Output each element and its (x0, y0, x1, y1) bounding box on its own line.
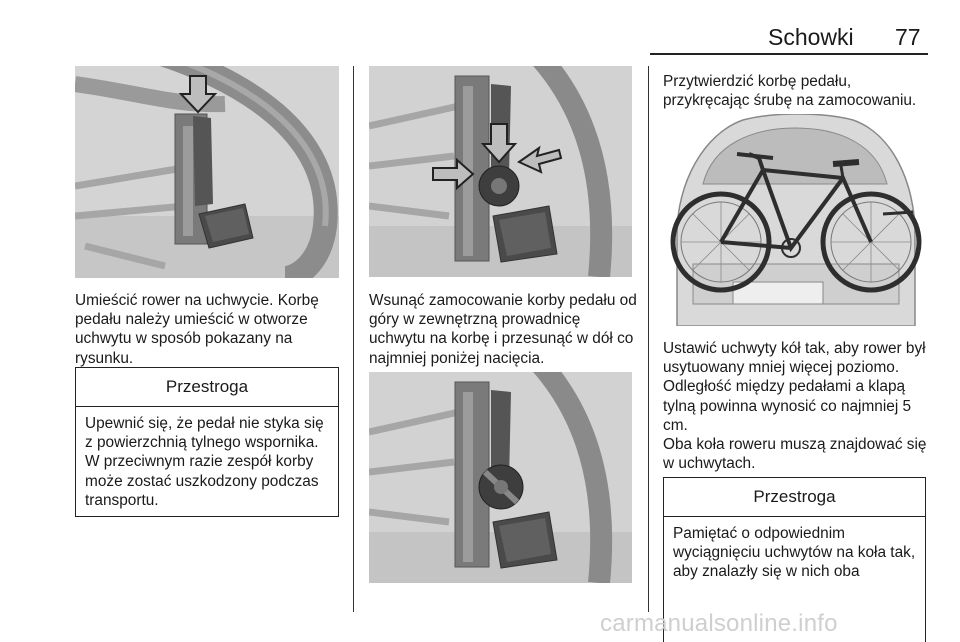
caution-title: Przestroga (664, 478, 925, 517)
caution-title: Przestroga (76, 368, 338, 407)
instruction-paragraph: Wsunąć zamocowanie korby pedału od góry w zewnętrzną prowadnicę uchwytu na korbę i przesunąć w dół co najmniej poniżej nacięcia. (369, 292, 637, 367)
instruction-paragraph: Ustawić uchwyty kół tak, aby rower był usytuowany mniej więcej poziomo. Odległość między pedałami a klapą tylną powinna wynosić co najmniej 5 cm. (663, 340, 926, 434)
caution-box (75, 367, 339, 517)
header-rule (650, 53, 928, 55)
page-number: 77 (895, 24, 921, 50)
figure-crank-clamped (369, 372, 632, 583)
figure-bike-on-carrier (663, 114, 926, 326)
figure-crank-slide-in (369, 66, 632, 277)
figure-pedal-in-holder (75, 66, 339, 278)
instruction-paragraph: Oba koła roweru muszą znajdować się w uchwytach. (663, 436, 927, 473)
instruction-paragraph: Przytwierdzić korbę pedału, przykręcając śrubę na zamocowaniu. (663, 73, 917, 110)
page-title: Schowki (768, 24, 854, 50)
watermark: carmanualsonline.info (600, 610, 838, 637)
column-divider (353, 66, 354, 612)
caution-text: Pamiętać o odpowiednim wyciągnięciu uchwytów na koła tak, aby znalazły się w nich oba (673, 525, 916, 581)
caution-text: Upewnić się, że pedał nie styka się z powierzchnią tylnego wspornika. W przeciwnym razie zespół korby może zostać uszkodzony podczas transportu. (85, 415, 324, 509)
instruction-paragraph: Umieścić rower na uchwycie. Korbę pedału należy umieścić w otworze uchwytu w sposób pokazany na rysunku. (75, 292, 319, 367)
column-divider (648, 66, 649, 612)
